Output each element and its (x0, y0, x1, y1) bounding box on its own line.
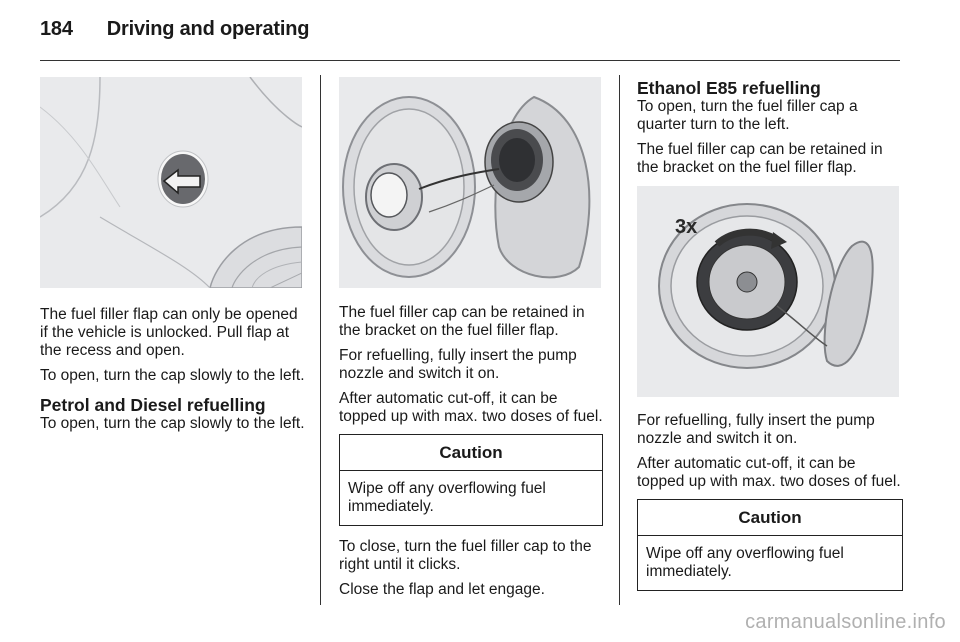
column-divider-2 (619, 75, 620, 605)
col1-paragraph-3: To open, turn the cap slowly to the left. (40, 415, 305, 432)
heading-petrol-diesel: Petrol and Diesel refuelling (40, 395, 266, 415)
section-title: Driving and operating (106, 18, 310, 40)
page-number: 184 (40, 18, 73, 40)
col3-paragraph-2: The fuel filler cap can be retained in the bracket on the fuel filler flap. (637, 141, 883, 176)
caution-title-2: Caution (638, 500, 902, 536)
col2-paragraph-4: To close, turn the fuel filler cap to the right until it clicks. (339, 538, 592, 573)
caution-text-2: Wipe off any overflowing fuel immediately. (646, 545, 844, 580)
caution-box-2 (637, 499, 903, 591)
column-divider-1 (320, 75, 321, 605)
e85-cap-illustration (637, 186, 899, 397)
page-header (40, 18, 309, 41)
col1-paragraph-1: The fuel filler flap can only be opened if the vehicle is unlocked. Pull flap at the recess and open. (40, 306, 298, 359)
figure-label-3x: 3x (675, 216, 698, 238)
col2-paragraph-1: The fuel filler cap can be retained in the bracket on the fuel filler flap. (339, 304, 585, 339)
caution-text-1: Wipe off any overflowing fuel immediately. (348, 480, 546, 515)
header-rule (40, 60, 900, 61)
col2-paragraph-2: For refuelling, fully insert the pump nozzle and switch it on. (339, 347, 577, 382)
caution-title-1: Caution (340, 435, 602, 471)
figure-e85-cap (637, 186, 899, 397)
col2-paragraph-5: Close the flap and let engage. (339, 581, 545, 598)
column-2 (339, 304, 603, 606)
figure-fuel-flap (40, 77, 302, 288)
column-3-bottom (637, 412, 903, 603)
caution-box-1 (339, 434, 603, 526)
fuel-flap-illustration (40, 77, 302, 288)
watermark: carmanualsonline.info (745, 611, 946, 633)
col2-paragraph-3: After automatic cut-off, it can be topped up with max. two doses of fuel. (339, 390, 603, 425)
col3-paragraph-1: To open, turn the fuel filler cap a quarter turn to the left. (637, 98, 858, 133)
column-3-top (637, 78, 903, 184)
heading-ethanol-e85: Ethanol E85 refuelling (637, 78, 821, 98)
figure-cap-bracket (339, 77, 601, 288)
col3-paragraph-4: After automatic cut-off, it can be topped up with max. two doses of fuel. (637, 455, 901, 490)
column-1 (40, 306, 306, 440)
col1-paragraph-2: To open, turn the cap slowly to the left. (40, 367, 305, 384)
cap-bracket-illustration (339, 77, 601, 288)
col3-paragraph-3: For refuelling, fully insert the pump nozzle and switch it on. (637, 412, 875, 447)
